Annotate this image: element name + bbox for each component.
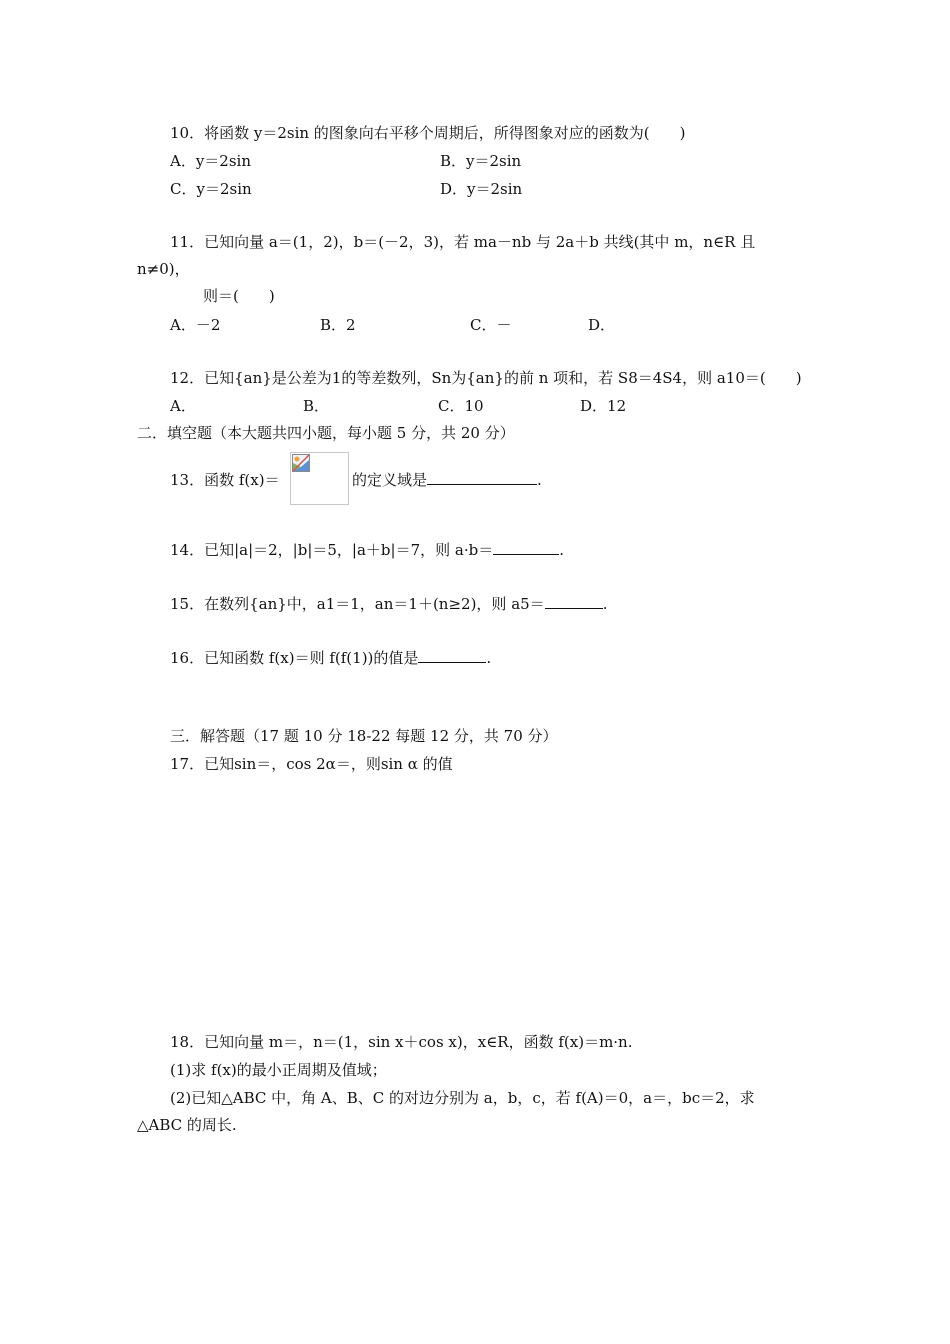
q11-option-d: D． — [588, 316, 616, 334]
q11-option-b: B．2 — [320, 316, 356, 334]
q15-line — [170, 594, 607, 614]
q10-option-c: C．y＝2sin — [170, 180, 252, 198]
q17-text: 17．已知sin＝，cos 2α＝，则sin α 的值 — [170, 755, 453, 773]
q11-option-c: C．－ — [470, 316, 512, 334]
q14-end: . — [559, 541, 564, 559]
q15-answer-blank[interactable] — [545, 594, 603, 609]
q12-option-a: A． — [170, 397, 196, 415]
section-2-heading: 二．填空题（本大题共四小题，每小题 5 分，共 20 分） — [137, 424, 515, 442]
q15-end: . — [602, 595, 608, 613]
q13-answer-blank[interactable] — [427, 470, 537, 485]
q18-stem: 18．已知向量 m＝，n＝(1，sin x＋cos x)，x∈R，函数 f(x)＝m·n. — [170, 1033, 633, 1051]
q13-after — [352, 470, 542, 490]
q11-option-a: A．－2 — [170, 316, 221, 334]
q12-option-b: B． — [303, 397, 330, 415]
q18-part2-cont: △ABC 的周长. — [137, 1116, 237, 1134]
q10-option-d: D．y＝2sin — [440, 180, 523, 198]
q14-answer-blank[interactable] — [493, 540, 559, 555]
q10-option-a: A．y＝2sin — [170, 152, 252, 170]
q12-option-c: C．10 — [438, 397, 484, 415]
broken-image-icon — [292, 454, 310, 472]
q16-line — [170, 648, 491, 668]
q16-text: 16．已知函数 f(x)＝则 f(f(1))的值是 — [170, 649, 419, 667]
q15-text: 15．在数列{an}中，a1＝1，an＝1＋(n≥2)，则 a5＝ — [170, 595, 545, 613]
q18-part1: (1)求 f(x)的最小正周期及值域； — [170, 1061, 387, 1079]
q11-stem-ask: 则＝( ) — [203, 287, 275, 305]
q13-before: 13．函数 f(x)＝ — [170, 471, 280, 489]
q10-stem: 10．将函数 y＝2sin 的图象向右平移个周期后，所得图象对应的函数为( ) — [170, 124, 686, 142]
q13-after-text: 的定义域是 — [352, 471, 428, 489]
q10-option-b: B．y＝2sin — [440, 152, 522, 170]
q16-answer-blank[interactable] — [418, 648, 486, 663]
q13-end: . — [537, 471, 542, 489]
q14-text: 14．已知|a|＝2，|b|＝5，|a＋b|＝7，则 a·b＝ — [170, 541, 494, 559]
section-3-heading: 三．解答题（17 题 10 分 18-22 每题 12 分，共 70 分） — [170, 727, 558, 745]
q11-stem: 11．已知向量 a＝(1，2)，b＝(－2，3)，若 ma－nb 与 2a＋b 共线(其中 m，n∈R 且 — [170, 233, 756, 251]
formula-image-placeholder — [290, 452, 349, 505]
q12-stem: 12．已知{an}是公差为1的等差数列，Sn为{an}的前 n 项和，若 S8＝4S4，则 a10＝( ) — [170, 369, 802, 387]
q18-part2: (2)已知△ABC 中，角 A、B、C 的对边分别为 a，b，c，若 f(A)＝0，a＝，bc＝2，求 — [170, 1089, 755, 1107]
q16-end: . — [486, 649, 492, 667]
q12-option-d: D．12 — [580, 397, 627, 415]
q14-line — [170, 540, 564, 560]
q11-stem-cont: n≠0)， — [137, 260, 190, 278]
